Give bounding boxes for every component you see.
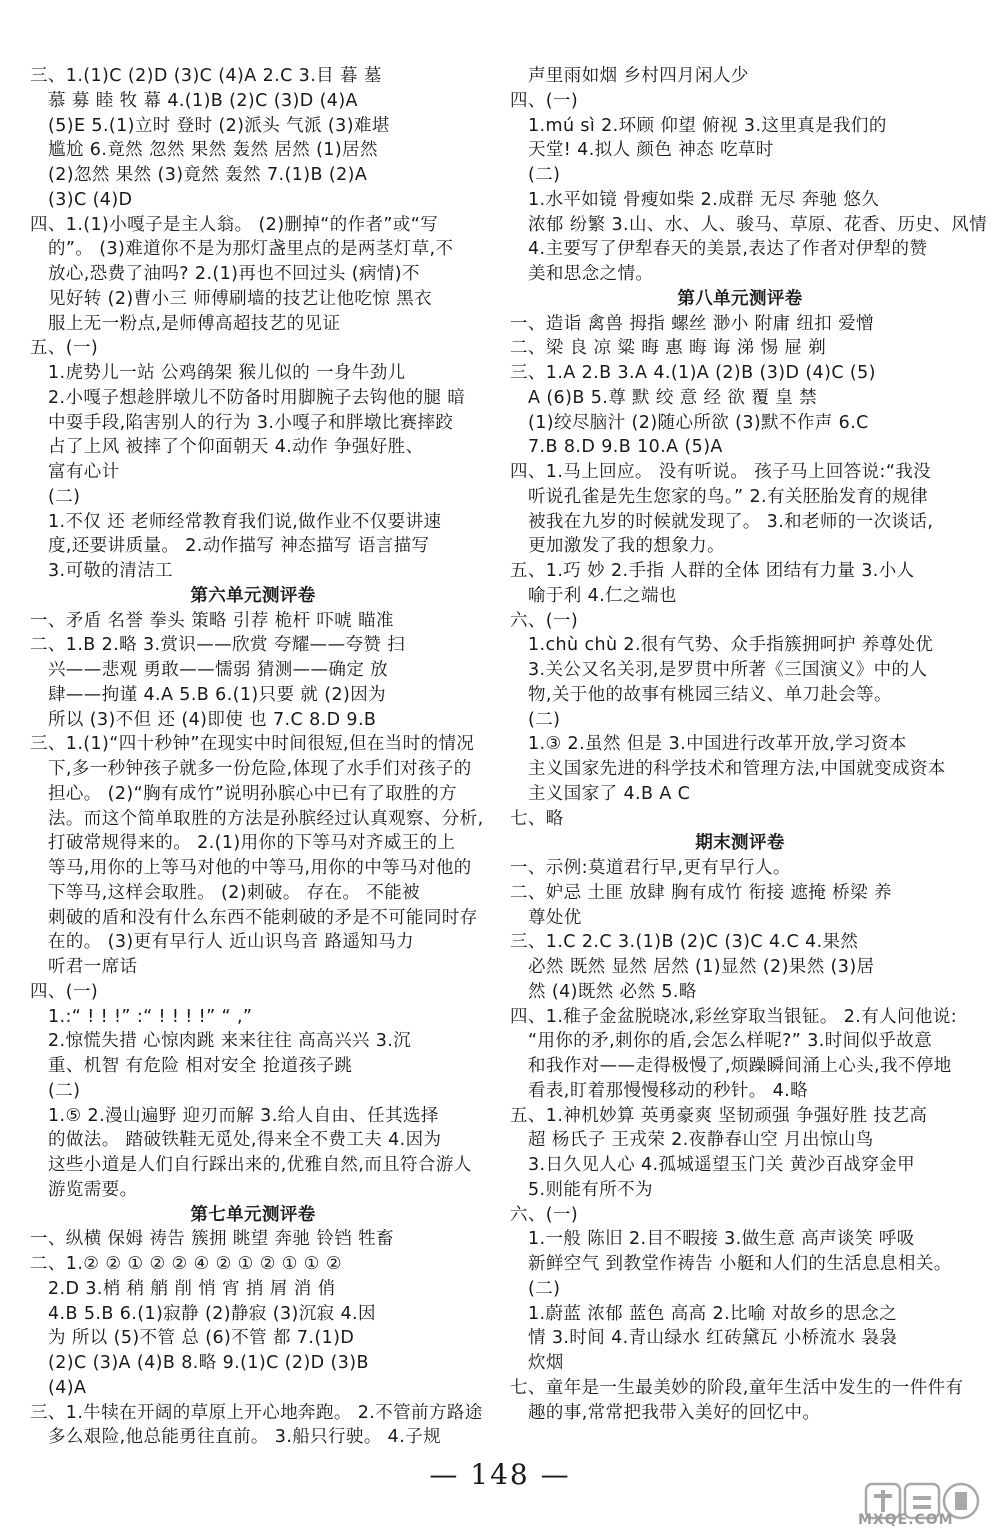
- answer-line: 中耍手段,陷害别人的行为 3.小嘎子和胖墩比赛摔跤: [48, 412, 454, 433]
- answer-line: 三、1.牛犊在开阔的草原上开心地奔跑。 2.不管前方路途: [30, 1402, 483, 1423]
- answer-line: 声里雨如烟 乡村四月闲人少: [528, 66, 749, 86]
- answer-line: 三、1.(1)C (2)D (3)C (4)A 2.C 3.目 暮 墓: [30, 66, 382, 86]
- answer-line: 服上无一粉点,是师傅高超技艺的见证: [48, 313, 341, 334]
- answer-line: 一、矛盾 名誉 拳头 策略 引荐 桅杆 吓唬 瞄准: [30, 610, 394, 631]
- answer-line: (5)E 5.(1)立时 登时 (2)派头 气派 (3)难堪: [48, 115, 390, 136]
- section-heading: 第八单元测评卷: [677, 288, 803, 309]
- answer-line: 看表,盯着那慢慢移动的秒针。 4.略: [528, 1080, 809, 1101]
- answer-line: 趣的事,常常把我带入美好的回忆中。: [528, 1402, 821, 1423]
- answer-line: 五、1.神机妙算 英勇豪爽 坚韧顽强 争强好胜 技艺高: [510, 1105, 928, 1126]
- answer-line: 六、(一): [510, 1204, 579, 1225]
- answer-line: 一、示例:莫道君行早,更有早行人。: [510, 858, 791, 878]
- right-column: [510, 64, 988, 1425]
- answer-line: (二): [528, 709, 561, 730]
- answer-line: 等马,用你的上等马对他的中等马,用你的中等马对他的: [48, 858, 472, 878]
- answer-line: 肆——拘谨 4.A 5.B 6.(1)只要 就 (2)因为: [48, 684, 387, 705]
- answer-line: 听说孔雀是先生您家的鸟。” 2.有关胚胎发育的规律: [528, 486, 929, 507]
- page-number: — 148 —: [429, 1458, 571, 1491]
- answer-line: 尊处优: [528, 907, 582, 928]
- answer-line: 5.则能有所不为: [528, 1179, 653, 1200]
- answer-line: (二): [528, 165, 561, 185]
- answer-line: 7.B 8.D 9.B 10.A (5)A: [528, 437, 723, 458]
- answer-line: 为 所以 (5)不管 总 (6)不管 都 7.(1)D: [48, 1328, 355, 1349]
- answer-line: 主义国家先进的科学技术和管理方法,中国就变成资本: [528, 759, 946, 779]
- answer-line: 炊烟: [528, 1353, 564, 1373]
- answer-line: 所以 (3)不但 还 (4)即使 也 7.C 8.D 9.B: [48, 709, 377, 730]
- answer-line: 更加激发了我的想象力。: [528, 536, 725, 557]
- answer-line: 喻于利 4.仁之端也: [528, 585, 677, 606]
- answer-line: 三、1.(1)“四十秒钟”在现实中时间很短,但在当时的情况: [30, 734, 475, 755]
- answer-line: 1.chù chù 2.很有气势、众手指簇拥呵护 养尊处优: [528, 635, 934, 656]
- answer-line: 1.mú sì 2.环顾 仰望 俯视 3.这里真是我们的: [528, 115, 887, 136]
- answer-line: 一、纵横 保姆 祷告 簇拥 眺望 奔驰 铃铛 牲畜: [30, 1229, 394, 1250]
- answer-line: 1.⑤ 2.漫山遍野 迎刃而解 3.给人自由、任其选择: [48, 1105, 439, 1126]
- section-heading: 期末测评卷: [695, 833, 785, 854]
- answer-line: 二、1.B 2.略 3.赏识——欣赏 夸耀——夸赞 扫: [30, 635, 406, 656]
- answer-line: 然 (4)既然 必然 5.略: [528, 981, 697, 1002]
- answer-line: 必然 既然 显然 居然 (1)显然 (2)果然 (3)居: [528, 957, 875, 977]
- answer-line: 占了上风 被摔了个仰面朝天 4.动作 争强好胜、: [48, 437, 424, 458]
- answer-line: 2.D 3.梢 稍 艄 削 悄 宵 捎 屑 消 俏: [48, 1278, 336, 1299]
- answer-line: 4.主要写了伊犁春天的美景,表达了作者对伊犁的赞: [528, 239, 928, 260]
- answer-line: 兴——悲观 勇敢——懦弱 猜测——确定 放: [48, 660, 389, 680]
- answer-line: 的”。 (3)难道你不是为那灯盏里点的是两茎灯草,不: [48, 239, 454, 260]
- answer-line: 天堂! 4.拟人 颜色 神态 吃草时: [528, 140, 774, 161]
- answer-line: 1.一般 陈旧 2.目不暇接 3.做生意 高声谈笑 呼吸: [528, 1229, 915, 1250]
- answer-line: 3.日久见人心 4.孤城遥望玉门关 黄沙百战穿金甲: [528, 1155, 916, 1175]
- answer-line: 二、梁 良 凉 粱 晦 惠 晦 诲 涕 惕 屉 剃: [510, 338, 827, 359]
- answer-line: (2)忽然 果然 (3)竟然 轰然 7.(1)B (2)A: [48, 165, 368, 185]
- answer-line: (4)A: [48, 1377, 87, 1398]
- answer-line: (1)绞尽脑汁 (2)随心所欲 (3)默不作声 6.C: [528, 412, 869, 433]
- answer-line: 3.可敬的清洁工: [48, 561, 173, 581]
- answer-line: 浓郁 纷繁 3.山、水、人、骏马、草原、花香、历史、风情: [528, 214, 988, 235]
- answer-line: 1.:“ ! ! !” :“ ! ! ! !” “ ,”: [48, 1006, 253, 1027]
- answer-line: “用你的矛,刺你的盾,会怎么样呢?” 3.时间似乎故意: [528, 1031, 933, 1052]
- answer-line: 富有心计: [48, 462, 120, 482]
- answer-line: A (6)B 5.尊 默 绞 意 经 欲 覆 皇 禁: [528, 387, 817, 408]
- answer-line: 三、1.C 2.C 3.(1)B (2)C (3)C 4.C 4.果然: [510, 932, 859, 953]
- answer-line: 二、妒忌 土匪 放肆 胸有成竹 衔接 遮掩 桥梁 养: [510, 882, 892, 903]
- answer-line: 游览需要。: [48, 1179, 138, 1200]
- answer-line: 下,多一秒钟孩子就多一份危险,体现了水手们对孩子的: [48, 759, 472, 779]
- answer-line: 下等马,这样会取胜。 (2)刺破。 存在。 不能被: [48, 882, 421, 903]
- answer-line: 五、1.巧 妙 2.手指 人群的全体 团结有力量 3.小人: [510, 561, 915, 581]
- watermark-url: MXQE.COM: [858, 1512, 954, 1528]
- answer-line: 和我作对——走得极慢了,烦躁瞬间涌上心头,我不停地: [528, 1056, 952, 1076]
- answer-line: 1.水平如镜 骨瘦如柴 2.成群 无尽 奔驰 悠久: [528, 189, 880, 210]
- answer-line: 四、1.马上回应。 没有听说。 孩子马上回答说:“我没: [510, 462, 932, 482]
- answer-line: 度,还要讲质量。 2.动作描写 神态描写 语言描写: [48, 536, 430, 557]
- section-heading: 第七单元测评卷: [190, 1204, 316, 1225]
- answer-line: 见好转 (2)曹小三 师傅刷墙的技艺让他吃惊 黑衣: [48, 288, 432, 309]
- answer-line: 2.小嘎子想趁胖墩儿不防备时用脚腕子去钩他的腿 暗: [48, 387, 466, 408]
- answer-line: 4.B 5.B 6.(1)寂静 (2)静寂 (3)沉寂 4.因: [48, 1303, 376, 1324]
- answer-line: 这些小道是人们自行踩出来的,优雅自然,而且符合游人: [48, 1155, 472, 1175]
- answer-line: 四、(一): [30, 981, 99, 1002]
- answer-line: 打破常规得来的。 2.(1)用你的下等马对齐威王的上: [48, 833, 456, 854]
- answer-line: 听君一席话: [48, 957, 138, 977]
- answer-line: 六、(一): [510, 610, 579, 631]
- answer-line: 1.不仅 还 老师经常教育我们说,做作业不仅要讲速: [48, 511, 442, 532]
- left-column: [30, 64, 484, 1450]
- answer-line: 的做法。 踏破铁鞋无觅处,得来全不费工夫 4.因为: [48, 1130, 442, 1151]
- answer-line: 七、童年是一生最美妙的阶段,童年生活中发生的一件件有: [510, 1377, 964, 1398]
- answer-line: 2.惊慌失措 心惊肉跳 来来往往 高高兴兴 3.沉: [48, 1031, 412, 1052]
- answer-line: 情 3.时间 4.青山绿水 红砖黛瓦 小桥流水 袅袅: [528, 1328, 898, 1349]
- answer-line: 四、1.(1)小嘎子是主人翁。 (2)删掉“的作者”或“写: [30, 214, 439, 235]
- answer-line: 物,关于他的故事有桃园三结义、单刀赴会等。: [528, 684, 892, 705]
- answer-line: 被我在九岁的时候就发现了。 3.和老师的一次谈话,: [528, 511, 934, 532]
- answer-line: 1.虎势儿一站 公鸡鹐架 猴儿似的 一身牛劲儿: [48, 363, 406, 383]
- answer-line: (二): [48, 486, 81, 507]
- answer-line: 3.关公又名关羽,是罗贯中所著《三国演义》中的人: [528, 660, 928, 680]
- answer-line: (2)C (3)A (4)B 8.略 9.(1)C (2)D (3)B: [48, 1353, 369, 1373]
- answer-line: 超 杨氏子 王戎荣 2.夜静春山空 月出惊山鸟: [528, 1130, 874, 1151]
- answer-line: 1.③ 2.虽然 但是 3.中国进行改革开放,学习资本: [528, 734, 907, 755]
- answer-line: 在的。 (3)更有早行人 近山识鸟音 路遥知马力: [48, 932, 415, 953]
- answer-line: 担心。 (2)“胸有成竹”说明孙膑心中已有了取胜的方: [48, 783, 457, 804]
- answer-line: 二、1.② ② ① ② ② ④ ② ① ② ① ① ②: [30, 1254, 342, 1274]
- answer-line: 尴尬 6.竟然 忽然 果然 轰然 居然 (1)居然: [48, 140, 378, 161]
- answer-line: 四、(一): [510, 90, 579, 111]
- answer-line: (3)C (4)D: [48, 189, 133, 210]
- answer-line: 一、造诣 禽兽 拇指 螺丝 渺小 附庸 纽扣 爱憎: [510, 313, 874, 334]
- answer-line: 七、略: [510, 808, 564, 829]
- answer-line: 美和思念之情。: [528, 264, 654, 284]
- answer-line: 重、机智 有危险 相对安全 抢道孩子跳: [48, 1056, 353, 1076]
- answer-line: (二): [528, 1278, 561, 1299]
- answer-line: 多么艰险,他总能勇往直前。 3.船只行驶。 4.子规: [48, 1427, 441, 1448]
- answer-line: 主义国家了 4.B A C: [528, 783, 691, 804]
- answer-line: 四、1.稚子金盆脱晓冰,彩丝穿取当银钲。 2.有人问他说:: [510, 1006, 958, 1027]
- answer-line: 三、1.A 2.B 3.A 4.(1)A (2)B (3)D (4)C (5): [510, 363, 876, 383]
- section-heading: 第六单元测评卷: [190, 585, 316, 606]
- answer-line: 刺破的盾和没有什么东西不能刺破的矛是不可能同时存: [48, 907, 478, 928]
- answer-line: 法。而这个简单取胜的方法是孙膑经过认真观察、分析,: [48, 808, 484, 829]
- answer-line: 1.蔚蓝 浓郁 蓝色 高高 2.比喻 对故乡的思念之: [528, 1303, 898, 1324]
- answer-line: 放心,恐费了油吗? 2.(1)再也不回过头 (病情)不: [48, 264, 420, 284]
- answer-line: 慕 募 睦 牧 幕 4.(1)B (2)C (3)D (4)A: [48, 90, 358, 111]
- answer-line: 新鲜空气 到教堂作祷告 小艇和人们的生活息息相关。: [528, 1254, 952, 1274]
- answer-line: 五、(一): [30, 338, 99, 359]
- answer-line: (二): [48, 1080, 81, 1101]
